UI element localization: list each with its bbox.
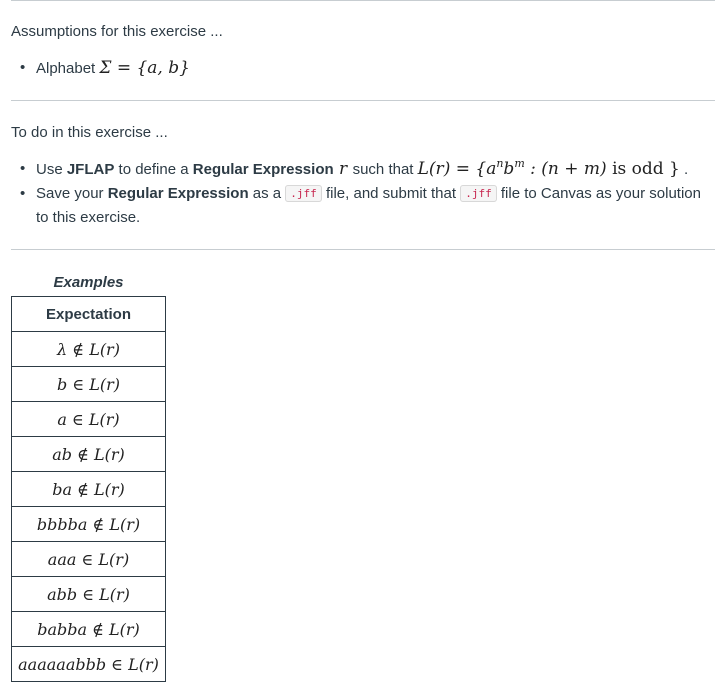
var-r: r: [333, 159, 353, 179]
regex-label-2: Regular Expression: [107, 185, 249, 202]
example-cell: abb ∈ L(r): [12, 577, 166, 612]
todo-list: [0, 157, 718, 230]
examples-caption: Examples: [53, 274, 124, 291]
table-row: [12, 647, 166, 682]
assumptions-list: [0, 56, 718, 81]
todo1-text-c: such that: [352, 161, 418, 178]
example-cell: λ ∉ L(r): [12, 332, 166, 367]
expectation-header: Expectation: [12, 297, 166, 332]
section-divider-1: [11, 100, 715, 101]
is-odd-text: is odd: [612, 159, 664, 179]
exponent-n: n: [496, 157, 504, 170]
todo-title: To do in this exercise ...: [11, 124, 168, 141]
math-close: }: [663, 159, 680, 179]
examples-table: [11, 296, 166, 682]
example-cell: babba ∉ L(r): [12, 612, 166, 647]
example-cell: a ∈ L(r): [12, 402, 166, 437]
jflap-label: JFLAP: [66, 161, 115, 178]
todo2-text-d: file to Canvas as your solution to this exercise.: [36, 185, 701, 226]
todo1-text-a: Use: [36, 161, 67, 178]
example-cell: ab ∉ L(r): [12, 437, 166, 472]
examples-header-row: [12, 297, 166, 332]
language-definition: [418, 159, 680, 179]
todo-item-define: [0, 157, 718, 182]
example-cell: aaa ∈ L(r): [12, 542, 166, 577]
todo2-text-a: Save your: [36, 185, 108, 202]
todo2-text-c: file, and submit that: [321, 185, 461, 202]
alphabet-label: Alphabet: [36, 60, 96, 77]
top-divider: [11, 0, 715, 1]
assumptions-title: Assumptions for this exercise ...: [11, 23, 223, 40]
todo-item-save: [0, 182, 718, 230]
jff-extension-chip-2: .jff: [460, 185, 497, 202]
table-row: [12, 612, 166, 647]
example-cell: bbbba ∉ L(r): [12, 507, 166, 542]
exponent-m: m: [514, 157, 525, 170]
todo1-text-b: to define a: [114, 161, 193, 178]
table-row: [12, 332, 166, 367]
alphabet-item: [0, 56, 718, 81]
example-cell: ba ∉ L(r): [12, 472, 166, 507]
table-row: [12, 472, 166, 507]
math-lhs: L(r) = {a: [417, 159, 497, 179]
table-row: [12, 507, 166, 542]
todo1-period: .: [679, 161, 689, 178]
table-row: [12, 402, 166, 437]
table-row: [12, 437, 166, 472]
jff-extension-chip-1: .jff: [285, 185, 322, 202]
example-cell: aaaaaabbb ∈ L(r): [12, 647, 166, 682]
math-rest: : (n + m): [524, 159, 613, 179]
section-divider-2: [11, 249, 715, 250]
table-row: [12, 542, 166, 577]
math-b: b: [503, 159, 515, 179]
examples-table-wrapper: [11, 270, 166, 682]
example-cell: b ∈ L(r): [12, 367, 166, 402]
regex-label-1: Regular Expression: [192, 161, 334, 178]
alphabet-math: Σ = {a, b}: [99, 58, 190, 78]
table-row: [12, 367, 166, 402]
todo2-text-b: as a: [248, 185, 286, 202]
table-row: [12, 577, 166, 612]
